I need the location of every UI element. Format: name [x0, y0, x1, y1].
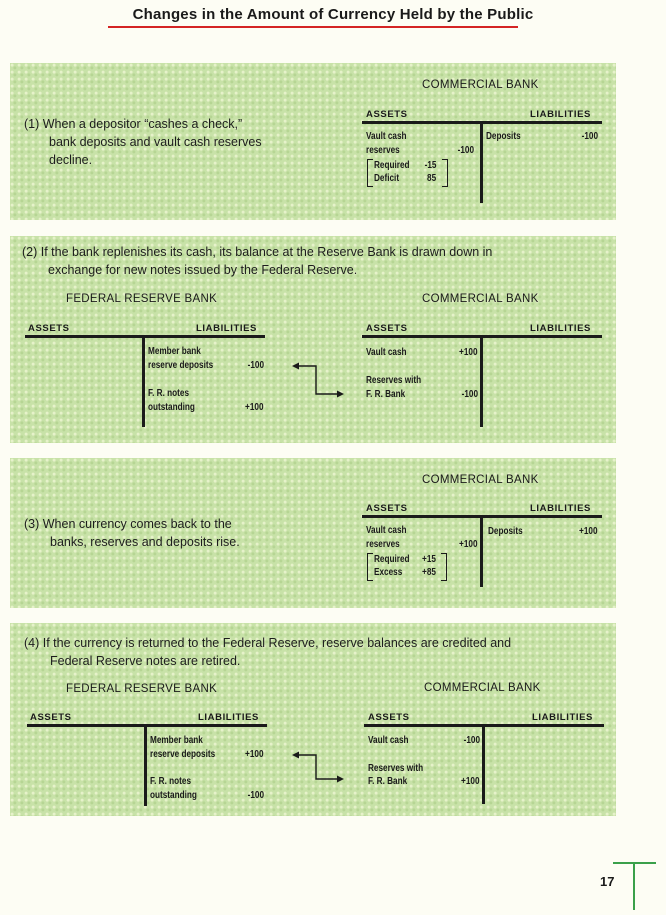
cb-fr-bank-value: +100 — [461, 776, 480, 787]
title-underline — [108, 26, 518, 28]
panel-section-3 — [10, 458, 616, 608]
section-1-line-3: decline. — [49, 153, 93, 167]
excess-value: +85 — [422, 567, 436, 578]
frb-vertical-rule — [144, 724, 147, 806]
required-value: -15 — [424, 160, 436, 171]
section-1-line-1: (1) When a depositor “cashes a check,” — [24, 117, 243, 131]
frb-reserve-deposits-label: reserve deposits — [150, 749, 216, 760]
cb-vault-cash-value: +100 — [459, 347, 478, 358]
frb-liabilities-header: LIABILITIES — [196, 323, 257, 334]
reserves-bracket-right — [441, 553, 447, 581]
deficit-label: Deficit — [374, 173, 400, 184]
panel-section-4 — [10, 623, 616, 816]
panel-section-2 — [10, 236, 616, 443]
section-4-line-2: Federal Reserve notes are retired. — [50, 654, 241, 668]
frb-member-bank-label: Member bank — [148, 346, 201, 357]
cb-vault-cash-label: Vault cash — [366, 347, 407, 358]
deposits-label: Deposits — [486, 131, 521, 142]
assets-header: ASSETS — [366, 503, 408, 514]
section-3-line-1: (3) When currency comes back to the — [24, 517, 232, 531]
assets-header: ASSETS — [366, 109, 408, 120]
commercial-bank-title: COMMERCIAL BANK — [422, 79, 539, 91]
reserves-bracket-left — [367, 159, 373, 187]
reserves-value: +100 — [459, 539, 478, 550]
commercial-bank-title: COMMERCIAL BANK — [422, 474, 539, 486]
federal-reserve-bank-title: FEDERAL RESERVE BANK — [66, 293, 218, 305]
section-3-description — [24, 515, 240, 551]
liabilities-header: LIABILITIES — [530, 503, 591, 514]
section-1-description — [24, 115, 262, 169]
frb-reserve-deposits-label: reserve deposits — [148, 360, 214, 371]
liabilities-header: LIABILITIES — [530, 109, 591, 120]
frb-reserve-deposits-value: -100 — [247, 360, 264, 371]
frb-member-bank-label: Member bank — [150, 735, 203, 746]
frb-vertical-rule — [142, 335, 145, 427]
cb-fr-bank-value: -100 — [461, 389, 478, 400]
federal-reserve-bank-title: FEDERAL RESERVE BANK — [66, 683, 218, 695]
cb-reserves-with-label: Reserves with — [368, 763, 424, 774]
commercial-bank-title: COMMERCIAL BANK — [422, 293, 539, 305]
cb-vertical-rule — [480, 335, 483, 427]
reserves-value: -100 — [457, 145, 474, 156]
transfer-arrow-icon — [290, 360, 348, 400]
excess-label: Excess — [374, 567, 403, 578]
frb-assets-header: ASSETS — [30, 712, 72, 723]
cb-assets-header: ASSETS — [366, 323, 408, 334]
cb-liabilities-header: LIABILITIES — [530, 323, 591, 334]
commercial-bank-title: COMMERCIAL BANK — [424, 682, 541, 694]
vault-cash-label: Vault cash — [366, 525, 407, 536]
required-label: Required — [374, 554, 410, 565]
required-value: +15 — [422, 554, 436, 565]
deposits-value: +100 — [579, 526, 598, 537]
cb-assets-header: ASSETS — [368, 712, 410, 723]
section-2-description — [22, 243, 492, 279]
frb-reserve-deposits-value: +100 — [245, 749, 264, 760]
cb-fr-bank-label: F. R. Bank — [366, 389, 406, 400]
section-3-line-2: banks, reserves and deposits rise. — [50, 535, 240, 549]
cb-fr-bank-label: F. R. Bank — [368, 776, 408, 787]
frb-assets-header: ASSETS — [28, 323, 70, 334]
t-account-vertical-rule — [480, 121, 483, 203]
deficit-value: 85 — [426, 173, 436, 184]
frb-outstanding-value: +100 — [245, 402, 264, 413]
section-4-description — [24, 634, 511, 670]
frb-fr-notes-label: F. R. notes — [148, 388, 190, 399]
frb-horizontal-rule — [25, 335, 265, 338]
corner-mark-vertical — [633, 862, 635, 910]
cb-reserves-with-label: Reserves with — [366, 375, 422, 386]
cb-vertical-rule — [482, 724, 485, 804]
cb-vault-cash-label: Vault cash — [368, 735, 409, 746]
section-4-line-1: (4) If the currency is returned to the Federal Reserve, reserve balances are credited and — [24, 636, 512, 650]
section-1-line-2: bank deposits and vault cash reserves — [49, 135, 262, 149]
reserves-bracket-right — [442, 159, 448, 187]
cb-vault-cash-value: -100 — [463, 735, 480, 746]
page-number: 17 — [600, 874, 615, 889]
reserves-label: reserves — [366, 539, 400, 550]
vault-cash-label: Vault cash — [366, 131, 407, 142]
frb-outstanding-label: outstanding — [150, 790, 197, 801]
cb-liabilities-header: LIABILITIES — [532, 712, 593, 723]
section-2-line-1: (2) If the bank replenishes its cash, its balance at the Reserve Bank is drawn down in — [22, 245, 493, 259]
page-title: Changes in the Amount of Currency Held by the Public — [132, 6, 534, 23]
transfer-arrow-icon — [290, 749, 348, 789]
frb-liabilities-header: LIABILITIES — [198, 712, 259, 723]
panel-section-1 — [10, 63, 616, 220]
reserves-bracket-left — [367, 553, 373, 581]
frb-outstanding-label: outstanding — [148, 402, 195, 413]
deposits-value: -100 — [581, 131, 598, 142]
frb-horizontal-rule — [27, 724, 267, 727]
t-account-vertical-rule — [480, 515, 483, 587]
section-2-line-2: exchange for new notes issued by the Federal Reserve. — [48, 263, 358, 277]
deposits-label: Deposits — [488, 526, 523, 537]
frb-outstanding-value: -100 — [247, 790, 264, 801]
required-label: Required — [374, 160, 410, 171]
reserves-label: reserves — [366, 145, 400, 156]
frb-fr-notes-label: F. R. notes — [150, 776, 192, 787]
